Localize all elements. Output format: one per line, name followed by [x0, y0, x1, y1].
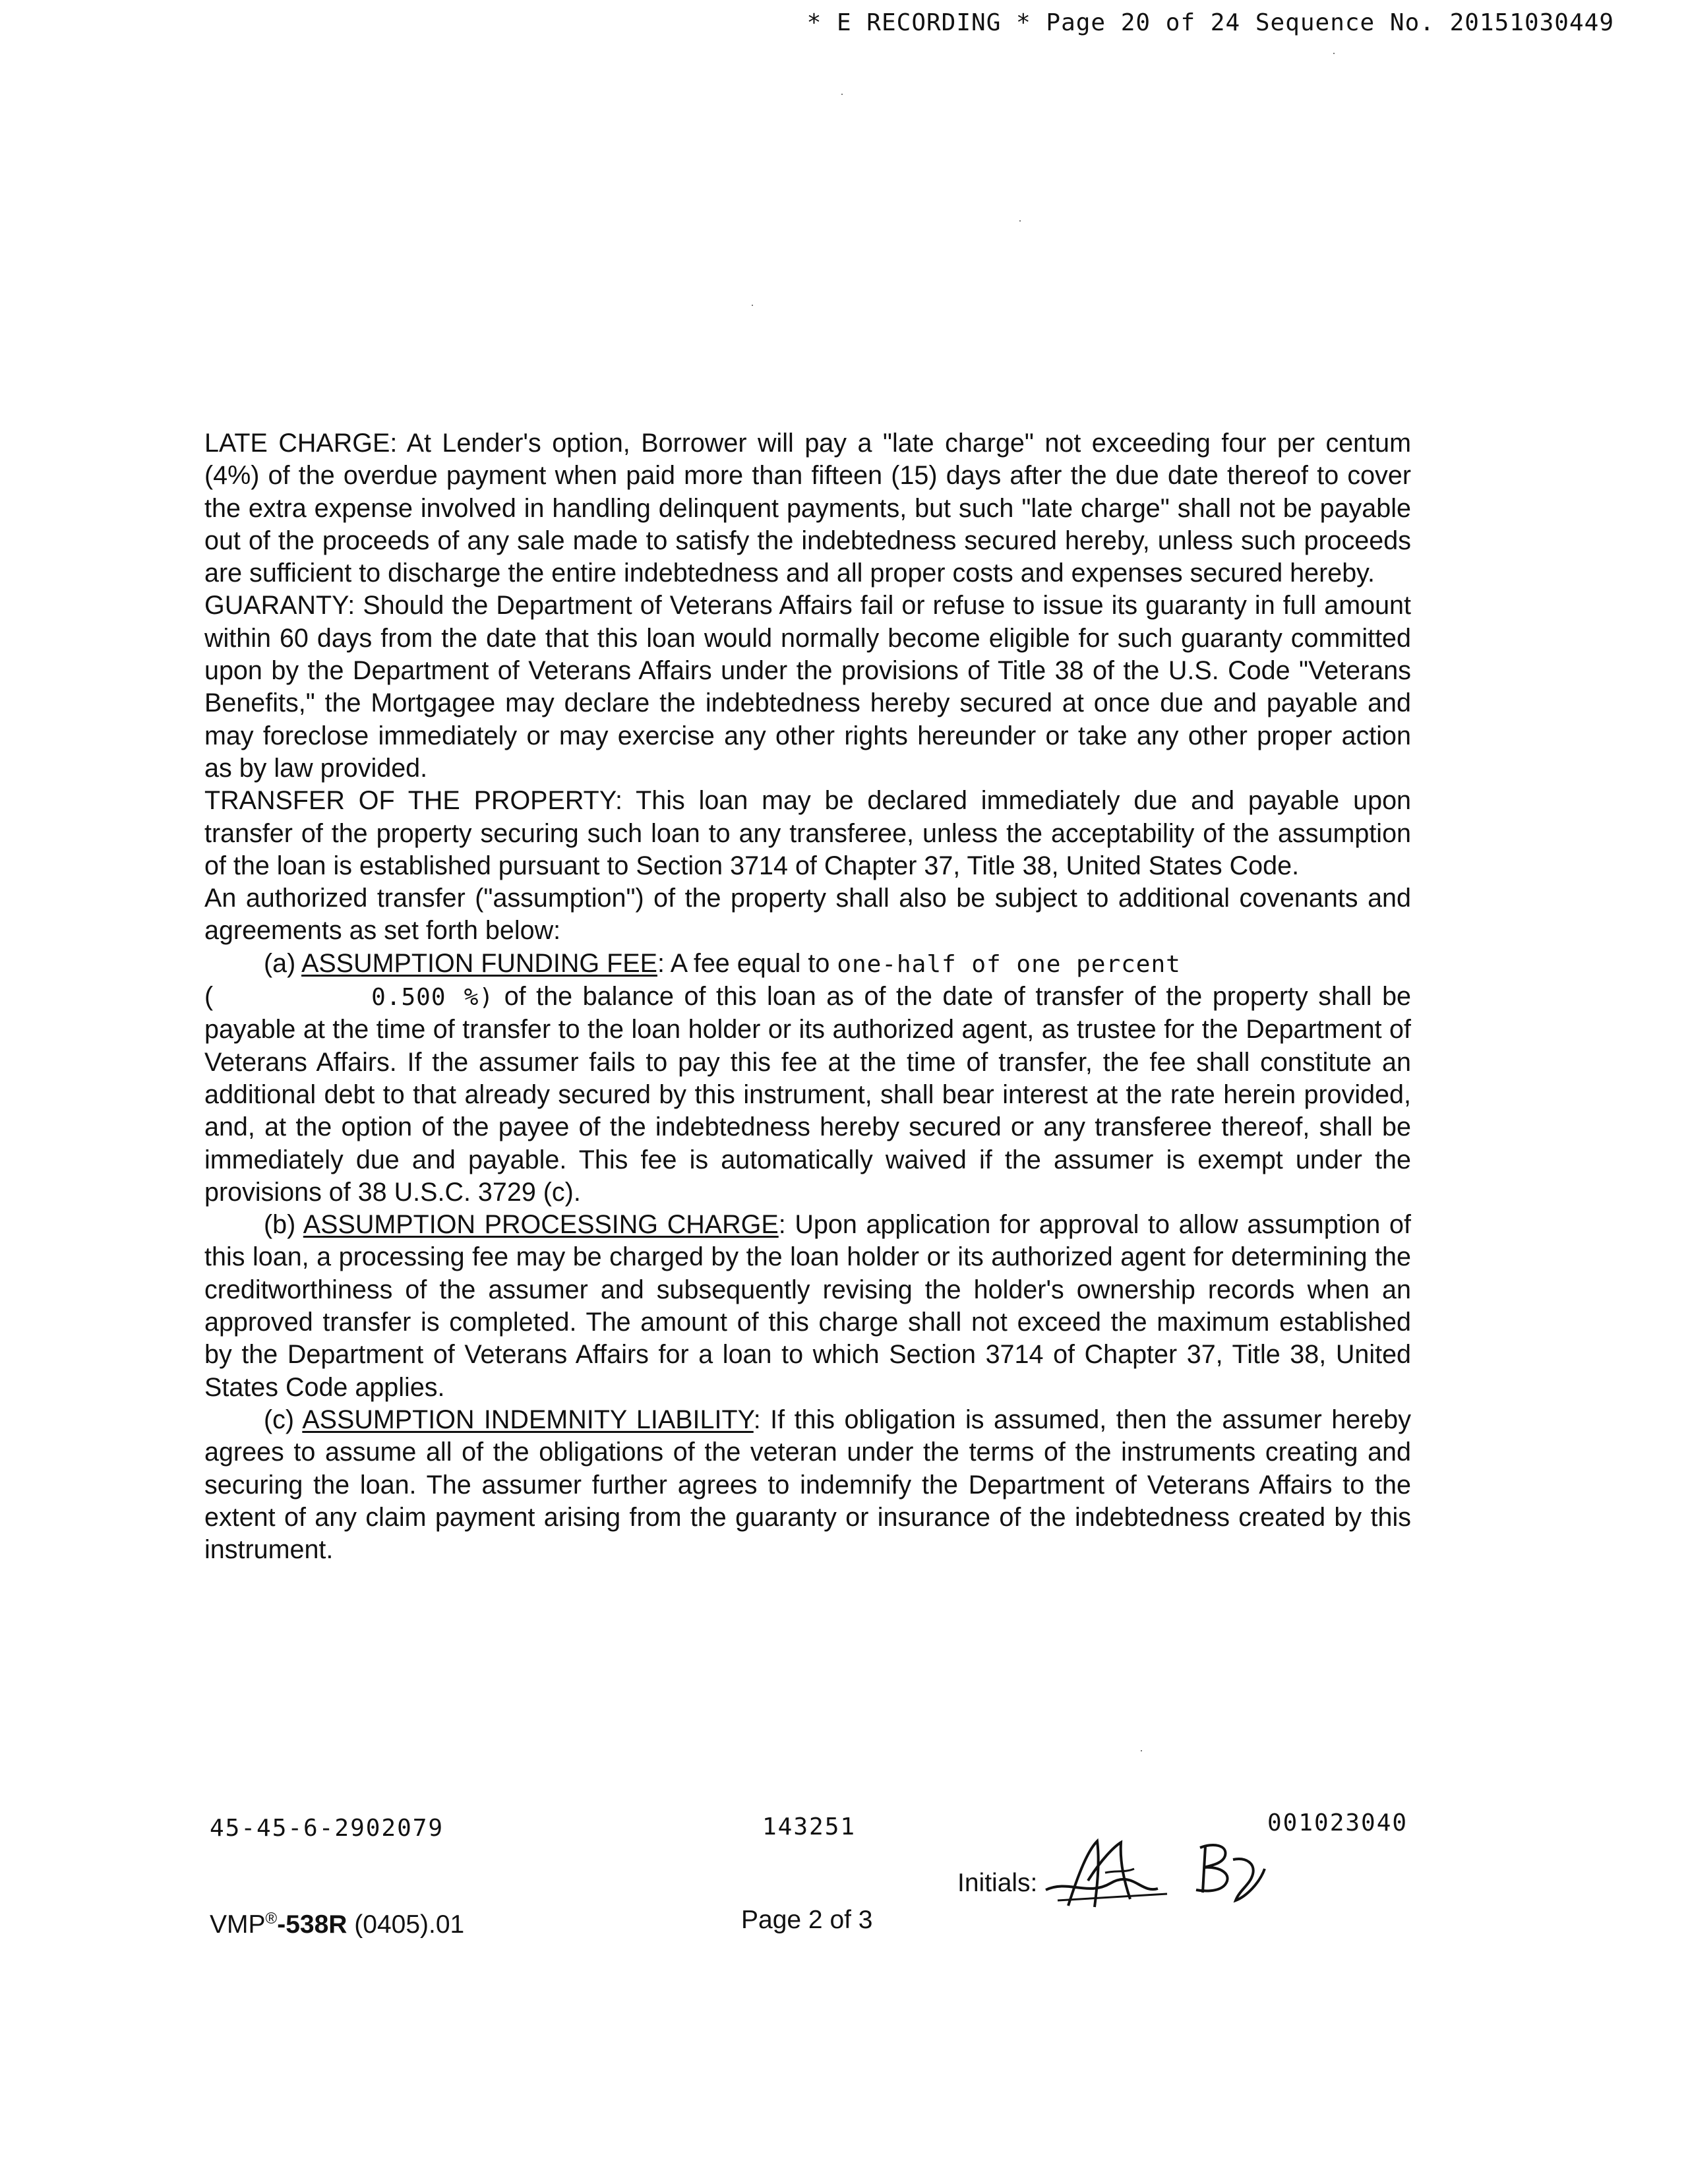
- item-c-label: (c): [264, 1405, 295, 1434]
- item-a-text-2: of the balance of this loan as of the date of transfer of the property shall be payable at the time of transfer to the loan holder or its authorized agent, as trustee for the Department of Veterans Affairs. If the assumer fails to pay this fee at the time of transfer, the fee shall constitute an additional debt to that already secured by this instrument, shall bear interest at the rate herein provided, and, at the option of the payee of the indebtedness hereby secured or any transferee thereof, shall be immediately due and payable. This fee is automatically waived if the assumer is exempt under the provisions of 38 U.S.C. 3729 (c).: [204, 982, 1411, 1207]
- initial-signature-2: [1187, 1837, 1279, 1910]
- form-prefix: VMP: [210, 1910, 266, 1939]
- initial-signature-1: [1042, 1833, 1174, 1912]
- item-a-fee-percent: 0.500 %): [371, 984, 495, 1012]
- scan-speck: [1141, 1750, 1142, 1751]
- authorized-transfer-clause: An authorized transfer ("assumption") of the property shall also be subject to additional covenants and agreements as set forth below:: [204, 884, 1411, 946]
- item-a-clause: [204, 948, 1411, 1209]
- late-charge-clause: [204, 427, 1411, 590]
- item-a-label: (a): [264, 948, 296, 978]
- middle-number: 143251: [762, 1813, 857, 1840]
- form-id: [210, 1910, 464, 1939]
- form-code: -538R: [277, 1910, 347, 1939]
- recording-header: * E RECORDING * Page 20 of 24 Sequence No. 20151030449: [806, 9, 1614, 36]
- transfer-clause: [204, 785, 1411, 882]
- page-indicator: Page 2 of 3: [741, 1906, 873, 1934]
- form-registered-mark: ®: [265, 1910, 278, 1927]
- guaranty-text: Should the Department of Veterans Affairs fail or refuse to issue its guaranty in full amount within 60 days from the date that this loan would normally become eligible for such guaranty committed upon by the Department of Veterans Affairs under the provisions of Title 38 of the U.S. Code "Veterans Benefits," the Mortgagee may declare the indebtedness hereby secured at once due and payable and may foreclose immediately or may exercise any other rights hereunder or take any other proper action as by law provided.: [204, 591, 1411, 783]
- case-number: 45-45-6-2902079: [210, 1815, 444, 1842]
- document-body: [204, 427, 1411, 1566]
- item-b-clause: [204, 1209, 1411, 1404]
- item-a-fee-words: one-half of one percent: [837, 950, 1181, 978]
- late-charge-text: At Lender's option, Borrower will pay a "late charge" not exceeding four per centum (4%) of the overdue payment when paid more than fifteen (15) days after the due date thereof to cover the extra expense involved in handling delinquent payments, but such "late charge" shall not be payable out of the proceeds of any sale made to satisfy the indebtedness secured hereby, unless such proceeds are sufficient to discharge the entire indebtedness and all proper costs and expenses secured hereby.: [204, 429, 1411, 588]
- item-a-text-1: : A fee equal to: [657, 948, 830, 978]
- item-c-title: ASSUMPTION INDEMNITY LIABILITY: [302, 1405, 754, 1434]
- late-charge-title: LATE CHARGE:: [204, 429, 398, 458]
- scan-speck: [752, 305, 753, 306]
- scan-speck: [1019, 220, 1021, 222]
- scan-speck: [841, 94, 843, 95]
- initials-label: Initials:: [957, 1869, 1038, 1897]
- item-a-paren-open: (: [204, 982, 214, 1012]
- item-b-label: (b): [264, 1210, 296, 1240]
- item-b-title: ASSUMPTION PROCESSING CHARGE: [303, 1210, 779, 1240]
- loan-number: 001023040: [1267, 1809, 1408, 1836]
- item-a-title: ASSUMPTION FUNDING FEE: [301, 948, 657, 978]
- guaranty-clause: [204, 590, 1411, 785]
- guaranty-title: GUARANTY:: [204, 591, 355, 621]
- transfer-text: This loan may be declared immediately due and payable upon transfer of the property securing such loan to any transferee, unless the acceptability of the assumption of the loan is established pursuant to Section 3714 of Chapter 37, Title 38, United States Code.: [204, 786, 1412, 880]
- scan-speck: [1333, 53, 1335, 54]
- item-c-clause: [204, 1404, 1411, 1566]
- transfer-title: TRANSFER OF THE PROPERTY:: [204, 786, 622, 816]
- item-b-text: : Upon application for approval to allow assumption of this loan, a processing fee may be charged by the loan holder or its authorized agent for determining the creditworthiness of the assumer and subsequently revising the holder's ownership records when an approved transfer is completed. The amount of this charge shall not exceed the maximum established by the Department of Veterans Affairs for a loan to which Section 3714 of Chapter 37, Title 38, United States Code applies.: [204, 1210, 1411, 1402]
- form-suffix: (0405).01: [354, 1910, 465, 1939]
- item-c-text: : If this obligation is assumed, then the assumer hereby agrees to assume all of the obligations of the veteran under the terms of the instruments creating and securing the loan. The assumer further agrees to indemnify the Department of Veterans Affairs to the extent of any claim payment arising from the guaranty or insurance of the indebtedness created by this instrument.: [204, 1405, 1412, 1565]
